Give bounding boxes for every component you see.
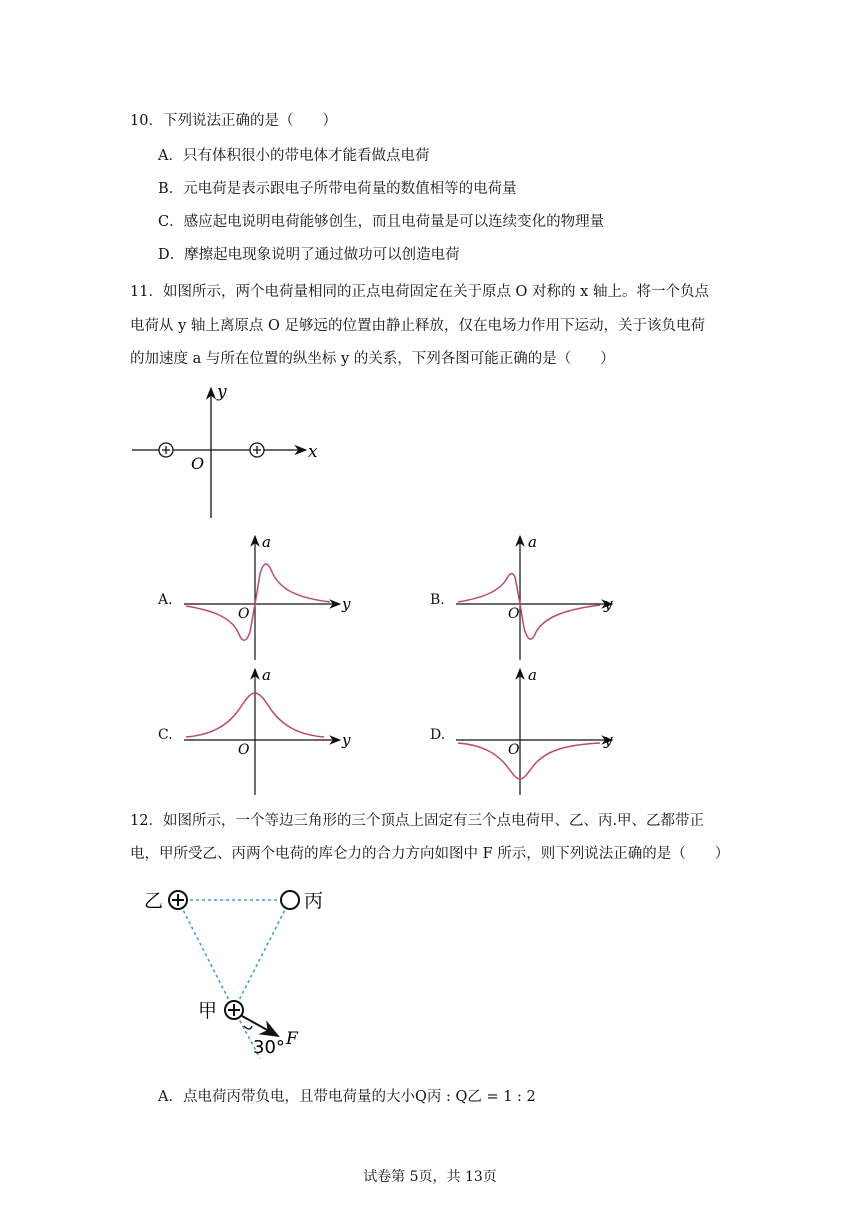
- edge-yi-jia: [178, 900, 234, 1010]
- graph-a-curve: [186, 564, 330, 640]
- q12-triangle-figure: [140, 880, 350, 1060]
- q10-option-c: C．感应起电说明电荷能够创生，而且电荷量是可以连续变化的物理量: [158, 214, 605, 230]
- graph-b-curve: [458, 574, 600, 640]
- q10-option-d: D．摩擦起电现象说明了通过做功可以创造电荷: [158, 247, 460, 263]
- graph-d-v-label: a: [528, 666, 537, 684]
- graph-c-label: C.: [158, 727, 173, 743]
- graph-d: [452, 665, 632, 797]
- graph-c-origin: O: [238, 742, 250, 758]
- graph-a-v-label: a: [262, 533, 271, 551]
- q11-line3: 的加速度 a 与所在位置的纵坐标 y 的关系，下列各图可能正确的是（ ）: [130, 351, 615, 367]
- edge-bing-jia: [234, 900, 290, 1010]
- graph-d-curve: [458, 743, 600, 779]
- graph-d-origin: O: [508, 742, 520, 758]
- label-bing: 丙: [304, 890, 324, 912]
- graph-b-label: B.: [430, 592, 445, 608]
- graph-c-h-label: y: [342, 731, 351, 749]
- q10-option-a: A．只有体积很小的带电体才能看做点电荷: [158, 148, 430, 164]
- graph-b-h-label: y: [604, 595, 613, 613]
- graph-b: [452, 532, 632, 664]
- q10-stem: 10．下列说法正确的是（ ）: [130, 113, 337, 129]
- graph-a-origin: O: [238, 606, 250, 622]
- graph-b-origin: O: [508, 606, 520, 622]
- angle-label: 30°: [253, 1037, 285, 1058]
- graph-a-h-label: y: [342, 595, 351, 613]
- charge-jia: [225, 1001, 243, 1019]
- graph-d-h-label: y: [604, 731, 613, 749]
- positive-charge-right: [250, 443, 264, 457]
- q11-charge-figure: [128, 380, 328, 525]
- q11-line2: 电荷从 y 轴上离原点 O 足够远的位置由静止释放，仅在电场力作用下运动，关于该负电荷: [130, 318, 706, 334]
- q12-line1: 12．如图所示，一个等边三角形的三个顶点上固定有三个点电荷甲、乙、丙.甲、乙都带正: [130, 813, 705, 829]
- graph-c: [180, 665, 360, 797]
- q12-line2: 电，甲所受乙、丙两个电荷的库仑力的合力方向如图中 F 所示，则下列说法正确的是（ ）: [130, 846, 730, 862]
- page-footer: 试卷第 5页，共 13页: [363, 1169, 497, 1185]
- angle-arc: [244, 1026, 252, 1029]
- force-label: F: [286, 1029, 298, 1049]
- graph-b-v-label: a: [528, 533, 537, 551]
- graph-a-label: A.: [158, 592, 173, 608]
- graph-c-v-label: a: [262, 666, 271, 684]
- label-jia: 甲: [198, 1000, 218, 1022]
- graph-d-label: D.: [430, 727, 446, 743]
- origin-label: O: [191, 454, 205, 473]
- q11-line1: 11．如图所示，两个电荷量相同的正点电荷固定在关于原点 O 对称的 x 轴上。将一个负点: [130, 284, 709, 300]
- charge-bing: [281, 891, 299, 909]
- y-axis-label: y: [217, 382, 227, 402]
- graph-a: [180, 532, 360, 664]
- charge-yi: [169, 891, 187, 909]
- q10-option-b: B．元电荷是表示跟电子所带电荷量的数值相等的电荷量: [158, 181, 517, 197]
- label-yi: 乙: [144, 890, 164, 912]
- force-arrow: [242, 1016, 278, 1036]
- x-axis-label: x: [308, 442, 318, 462]
- positive-charge-left: [159, 443, 173, 457]
- q12-option-a: A．点电荷丙带负电，且带电荷量的大小Q丙 : Q乙 = 1 : 2: [158, 1089, 536, 1105]
